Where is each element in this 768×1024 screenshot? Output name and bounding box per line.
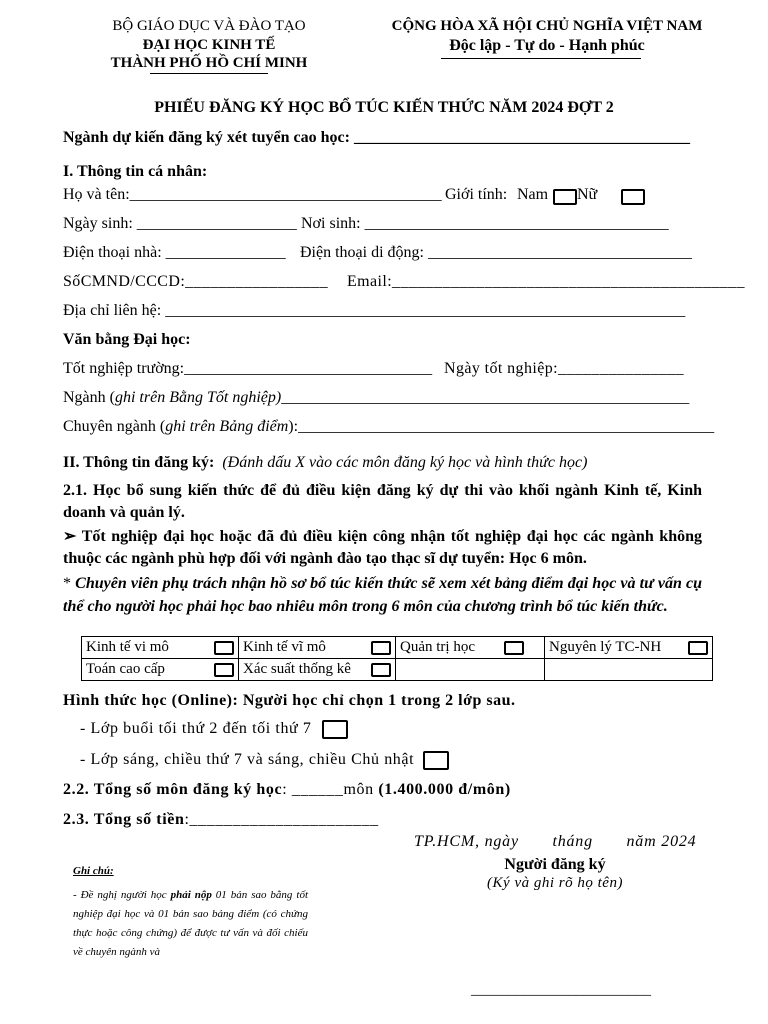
table-row [82,637,713,659]
subject-label: Kinh tế vi mô [86,639,169,655]
subject-cell[interactable] [239,659,396,681]
subject-checkbox[interactable] [371,641,391,655]
gender-male-label: Nam [517,186,549,203]
notes-text-bold: phải nộp [170,889,212,901]
national-motto: Độc lập - Tự do - Hạnh phúc [449,37,645,54]
full-name-field[interactable]: Họ và tên:_______________________________________ [63,186,442,203]
asterisk-mark: * [63,575,71,592]
study-option-evening[interactable] [80,720,348,739]
subject-checkbox[interactable] [371,663,391,677]
intended-major-field[interactable]: Ngành dự kiến đăng ký xét tuyển cao học: __________________________________________ [63,129,690,146]
gender-male-checkbox[interactable] [553,188,577,206]
notes-text-start: - Đề nghị người học [73,889,171,901]
subject-label: Quản trị học [400,639,475,655]
major-prefix: Ngành ( [63,389,115,406]
study-option-evening-checkbox[interactable] [322,720,348,739]
specialization-field[interactable] [63,418,714,436]
email-field[interactable]: Email:__________________________________________ [347,273,745,290]
study-option-weekend-label: - Lớp sáng, chiều thứ 7 và sáng, chiều Chủ nhật [80,751,415,769]
signer-title: Người đăng ký [504,856,606,873]
subject-label: Xác suất thống kê [243,661,351,677]
university-name-line1: ĐẠI HỌC KINH TẾ [142,37,276,53]
eligibility-bullet [63,526,702,570]
section1-heading: I. Thông tin cá nhân: [63,163,208,180]
bullet-arrow-icon: ➢ [63,528,77,545]
spec-line: ):____________________________________________________ [288,418,715,435]
item-2-1: 2.1. Học bổ sung kiến thức để đủ điều kiện đăng ký dự thi vào khối ngành Kinh tế, Kinh doanh và quản lý. [63,482,702,521]
header-left-divider [150,73,268,74]
total-amount-field[interactable] [63,811,379,829]
gender-label: Giới tính: [445,186,508,203]
major-line: ___________________________________________________ [281,389,690,406]
home-phone-field[interactable]: Điện thoại nhà: _______________ [63,244,286,261]
sign-date-line: TP.HCM, ngày tháng năm 2024 [414,833,697,850]
subject-cell[interactable] [82,659,239,681]
empty-cell [396,659,545,681]
total-subjects-field[interactable] [63,781,511,799]
subject-checkbox[interactable] [214,641,234,655]
major-field[interactable] [63,389,689,407]
section2-instruction: (Đánh dấu X vào các môn đăng ký học và hình thức học) [222,454,588,471]
degree-heading: Văn bằng Đại học: [63,331,191,348]
form-title: PHIẾU ĐĂNG KÝ HỌC BỔ TÚC KIẾN THỨC NĂM 2024 ĐỢT 2 [154,99,614,116]
section2-header [63,454,587,472]
study-mode-heading: Hình thức học (Online): Người học chỉ chọn 1 trong 2 lớp sau. [63,692,516,709]
subject-label: Nguyên lý TC-NH [549,639,662,655]
graduation-date-field[interactable]: Ngày tốt nghiệp:_______________ [444,360,684,377]
advisor-note-text: Chuyên viên phụ trách nhận hồ sơ bổ túc kiến thức sẽ xem xét bảng điểm đại học và tư vấn cụ thể cho người học phải học bao nhiêu môn trong 6 môn của chương trình bổ túc kiến thức. [63,575,703,615]
gender-female-checkbox[interactable] [621,188,645,206]
sign-instruction: (Ký và ghi rõ họ tên) [487,875,623,891]
study-option-weekend[interactable] [80,751,449,770]
ministry-name: BỘ GIÁO DỤC VÀ ĐÀO TẠO [112,18,306,34]
subject-checkbox[interactable] [504,641,524,655]
section2-heading: II. Thông tin đăng ký: [63,454,215,471]
subject-checkbox[interactable] [214,663,234,677]
header-right-divider [441,58,641,59]
price-per-subject: (1.400.000 đ/môn) [378,781,511,798]
study-option-evening-label: - Lớp buổi tối thứ 2 đến tối thứ 7 [80,720,312,738]
subject-cell[interactable] [239,637,396,659]
subject-label: Toán cao cấp [86,661,165,677]
eligibility-text: Tốt nghiệp đại học hoặc đã đủ điều kiện công nhận tốt nghiệp đại học các ngành không thuộc các ngành phù hợp đối với ngành đào tạo thạc sĩ dự tuyển: Học 6 môn. [63,528,703,567]
spec-note: ghi trên Bảng điểm [165,418,289,435]
gender-female-label: Nữ [577,186,598,203]
table-row [82,659,713,681]
notes-heading: Ghi chú: [73,865,114,877]
empty-cell [545,659,713,681]
study-option-weekend-checkbox[interactable] [423,751,449,770]
address-field[interactable]: Địa chỉ liên hệ: _________________________________________________________________ [63,302,686,319]
pob-field[interactable]: Nơi sinh: ______________________________________ [301,215,669,232]
dob-field[interactable]: Ngày sinh: ____________________ [63,215,297,232]
spec-prefix: Chuyên ngành ( [63,418,166,435]
subjects-table [81,636,713,681]
total-subjects-label: 2.2. Tổng số môn đăng ký học [63,781,283,798]
subject-cell[interactable] [545,637,713,659]
subject-label: Kinh tế vĩ mô [243,639,326,655]
country-name: CỘNG HÒA XÃ HỘI CHỦ NGHĨA VIỆT NAM [391,18,703,34]
subject-cell[interactable] [396,637,545,659]
advisor-note [63,572,702,618]
notes-text-end: 01 bản sao bằng tốt nghiệp đại học và 01 bản sao bảng điểm (có chứng thực hoặc công chứng) để được tư vấn và đối chiếu về chuyên ngành và [73,889,308,958]
id-number-field[interactable]: SốCMND/CCCD:_________________ [63,273,328,290]
school-field[interactable]: Tốt nghiệp trường:_______________________________ [63,360,433,377]
total-amount-label: 2.3. Tổng số tiền [63,811,185,828]
total-subjects-blank: : ______môn [282,781,374,798]
major-note: ghi trên Bằng Tốt nghiệp) [114,389,282,406]
notes-text [73,886,308,962]
mobile-phone-field[interactable]: Điện thoại di động: _________________________________ [300,244,692,261]
subject-cell[interactable] [82,637,239,659]
university-name-line2: THÀNH PHỐ HỒ CHÍ MINH [110,55,308,71]
subject-checkbox[interactable] [688,641,708,655]
total-amount-blank: :______________________ [184,811,379,828]
signature-line[interactable]: ________________________ [471,982,651,998]
